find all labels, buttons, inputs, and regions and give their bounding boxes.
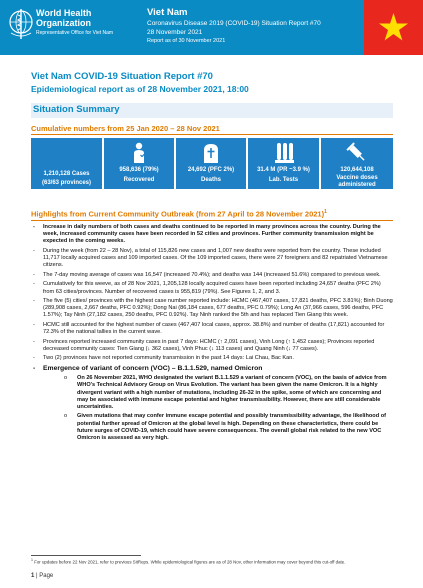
stat-deaths: [176, 138, 246, 189]
stat-label: Vaccine doses administered: [336, 175, 378, 188]
cumulative-heading: Cumulative numbers from 25 Jan 2020 – 28 Nov 2021: [31, 124, 220, 133]
country-name: Viet Nam: [147, 7, 188, 18]
viet-nam-flag: [364, 0, 423, 55]
org-line-3: Representative Office for Viet Nam: [36, 30, 114, 36]
divider: [31, 134, 393, 135]
bullet-item: - The five (5) cities/ provinces with the highest case number reported include: HCMC (467,407 cases, 17,821 deaths, PFC 3.81%); Binh Duong (289,908 cases, 2,667 deaths, PFC 0.92%); Dong Nai (86,184 cases, 677 deaths, PFC 0.79%); Long An (37,966 cases, 596 deaths, PFC 1.57%); Tay Ninh (27,182 cases, 250 deaths, PFC 0.92%). Tay Ninh ranked the 5th and has replaced Tien Giang this week.: [31, 298, 393, 320]
org-line-2: Organization: [36, 18, 92, 28]
vaccine-syringe-icon: [346, 142, 368, 164]
divider: [31, 220, 393, 221]
report-as-of: Report as of 30 November 2021: [147, 38, 226, 44]
bullet-item: - HCMC still accounted for the highest number of cases (467,407 local cases, approx. 38.8%) and number of deaths (17,821) accounted for 72.3% of the national tallies in the current wave.: [31, 322, 393, 336]
bullet-item: - Two (2) provinces have not reported community transmission in the past 14 days: Lai Chau, Bac Kan.: [31, 355, 393, 362]
stat-value: 31.4 M (PR ~3.9 %): [257, 167, 310, 173]
stat-cases: [31, 138, 102, 189]
org-line-1: World Health: [36, 8, 92, 18]
stat-vaccines: [321, 138, 393, 189]
stat-label: Deaths: [200, 177, 221, 183]
flag-star-icon: [379, 13, 408, 41]
sub-bullet-item: o On 26 November 2021, WHO designated the variant B.1.1.529 a variant of concern (VOC), on the basis of advice from WHO's Technical Advisory Group on Virus Evolution. The variant has been given the name Omicron. It is a highly divergent variant with a high number of mutations, including 26-32 in the spike, some of which are concerning and may be associated with immune escape potential and higher transmissibility. However, there are still considerable uncertainties.: [31, 375, 393, 411]
bullet-item: - Increase in daily numbers of both cases and deaths continued to be reported in many provinces across the country. During the week, increased community cases have been recorded in 52 cities and provinces. Further community transmission might be expected in the coming weeks.: [31, 224, 393, 246]
page-number-value: 1: [31, 573, 35, 579]
who-wordmark: [36, 8, 136, 36]
stat-lab-tests: [248, 138, 319, 189]
report-header: [0, 0, 423, 55]
footnote-mark: 1: [31, 558, 33, 562]
bullet-item-emphasis: - Emergence of variant of concern (VOC) – B.1.1.529, named Omicron: [31, 365, 393, 373]
footnote-text: For updates before 22 Nov 2021, refer to previous SitReps. While epidemiological figures are as of 28 Nov, other information may cover beyond this cut-off date.: [34, 559, 346, 565]
bullet-item: - During the week (from 22 – 28 Nov), a total of 115,826 new cases and 1,007 new deaths were reported from the country. These included 11,717 locally acquired cases and 109 imported cases. Of the 109 imported cases, there were 27 foreigners and 82 repatriated Vietnamese citizens.: [31, 248, 393, 270]
bullet-item: - The 7-day moving average of cases was 16,547 (increased 70.4%); and deaths was 144 (increased 51.6%) compared to previous week.: [31, 272, 393, 279]
page-subtitle: Epidemiological report as of 28 November 2021, 18:00: [31, 84, 249, 94]
report-title: Coronavirus Disease 2019 (COVID-19) Situation Report #70: [147, 20, 321, 27]
stat-value: 1,210,128 Cases: [43, 171, 90, 177]
stat-value: 120,644,108: [340, 167, 374, 173]
stats-strip: [31, 138, 393, 189]
page-label: | Page: [36, 573, 54, 579]
section-heading: Situation Summary: [33, 104, 120, 115]
bullet-item: - Provinces reported increased community cases in past 7 days: HCMC (↑ 2,091 cases), Vinh Long (↑ 1,452 cases); Provinces reported decreased community cases: Tien Giang (↓ 362 cases), Vinh Phuc (↓ 113 cases) and Quang Ninh (↓ 77 cases).: [31, 339, 393, 353]
bullet-item: - Cumulatively for this weeve, as of 28 Nov 2021, 1,205,128 locally acquired cases have been reported including 24,657 deaths (PFC 2%) from 63 cities/provinces. Number of recovered cases is 955,819 (79%). See Figures 1, 2, and 3.: [31, 281, 393, 295]
footnote: [31, 558, 393, 565]
report-date: 28 November 2021: [147, 29, 203, 36]
footnote-divider: [31, 555, 141, 556]
highlights-list: [31, 224, 393, 445]
stat-label: (63/63 provinces): [41, 180, 92, 186]
page-number: [31, 573, 53, 579]
sub-bullet-item: o Given mutations that may confer immune escape potential and possibly transmissibility advantage, the likelihood of potential further spread of Omicron at the global level is high. Depending on these characteristics, there could be future surges of COVID-19, which could have severe consequences. The overall global risk related to the new VOC Omicron is assessed as very high.: [31, 413, 393, 442]
who-emblem-icon: [8, 9, 34, 41]
footnote-ref: 1: [324, 209, 327, 215]
stat-recovered: [104, 138, 174, 189]
stat-label: Recovered: [123, 177, 155, 183]
header-text: [147, 7, 321, 45]
stat-value: 24,692 (PFC 2%): [187, 167, 235, 173]
highlights-heading-text: Highlights from Current Community Outbreak (from 27 April to 28 November 2021): [31, 209, 325, 219]
section-heading-bar: [31, 103, 393, 118]
lab-test-icon: [274, 142, 294, 164]
recovered-person-icon: [131, 142, 147, 164]
stat-value: 958,636 (79%): [119, 167, 159, 173]
deaths-icon: [200, 142, 222, 164]
page-title: Viet Nam COVID-19 Situation Report #70: [31, 71, 213, 82]
stat-label: Lab. Tests: [268, 177, 299, 183]
highlights-heading: [31, 209, 327, 219]
